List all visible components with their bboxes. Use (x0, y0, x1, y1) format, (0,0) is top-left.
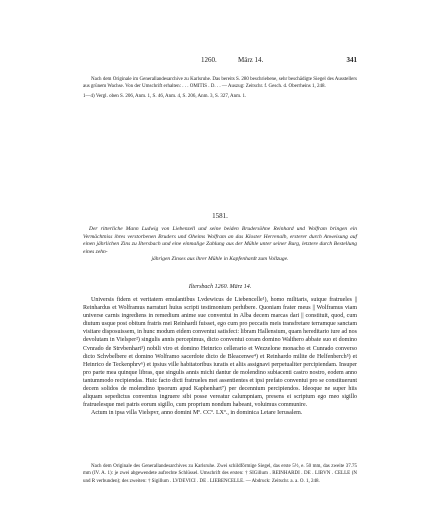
running-header (83, 56, 357, 66)
top-notes (83, 76, 357, 100)
header-year: 1260. (201, 56, 217, 64)
seal-description: Nach dem Originale des Generallandesarchives zu Karlsruhe. Zwei schildförmige Siegel, das erste 5½, e. 50 mm, das zweite 37.75 mm (IV. A. 1): je zwei abgewendete aufrechte Schlüssel. Umschrift des ersten: † SIGillum . REINHARDI . DE . LIBVN . CELLE (N und R verbunden); des zweiten: † Sigillum . LVDEVICI . DE . LIEBENCELLE. — Abdruck: Zeitschr. a. a. O. 1, 248. (83, 464, 357, 484)
archive-note: Nach dem Originale im Generallandesarchive zu Karlsruhe. Das bereits S. 280 beschriebene, sehr beschädigte Siegel des Ausstellers aus grünem Wachse. Von der Umschrift erhalten: . . . OMITIS . D. . . — Auszug: Zeitschr. f. Gesch. d. Oberrheins 1, 248. (83, 77, 357, 90)
charter-text (83, 296, 357, 417)
archive-footnote (83, 463, 357, 485)
document-summary (83, 226, 357, 264)
place-date: Iltersbach 1260. März 14. (188, 284, 252, 290)
footnote-references: 1—4) Vergl. oben S. 206, Anm. 1, S. 46, Anm. 4, S. 206, Anm. 3, S. 327, Anm. 1. (83, 93, 247, 99)
charter-body: Universis fidem et veritatem emulantibus Lvdewicus de Liebencelle¹), homo militaris, suique fratrueles || Reinhardus et Wolframus narraturi huius scripti testimonium perhibere. Quoniam frater meus || Wolframus viam universe carnis ingrediens in remedium anime sue conventui in Alba decem marcas dari || constituit, quod, cum diutum usque post obitum fratris mei Reinhardi fuisset, ego cum pro peccatis meis transfretare terramque sanctam visitare disposuissem, in hunc modum eidem conventui satisfeci: libram Hallensium, quam hereditario iure ad nos devolutam in Vielsper²) singulis annis percepimus, dicto conventui coram domino Walthero abbate suo et domino Cvnrado de Strvbenhart³) nobili viro et domino Heinrico cellerario et Wezzelone monacho et Cunrado converso dicto Schvbelbere et domino Wolframo sacerdote dicto de Bleacenwe⁴) et Reinhardo milite de Helfenberch⁵) et Heinrico de Teckenphrv⁶) et ipsius ville habitatoribus iuratis et aliis assignavi perpetualiter percipiendam. Insuper pro parte mea quinque libras, que singulis annis michi dantur de molendino subiacenti castro nostro, eodem anno tantummodo recipiendas. Huic facto dicti fratrueles mei assentientes et ipsi prefato conventui pro se constituerunt decem solidos de molendino ipsorum apud Kaphenhart⁷) per decennium percipiendos. Ideoque ne super hiis aliquam sepedictus conventus ingruere sibi posse vereatur calumpniam, presens ei scriptum ego meo sigillo fratruelesque mei patris eorum sigillo, cum proprium nondum habeant, voluimus communire. (83, 297, 357, 409)
summary-paragraph: jährigen Zinses aus ihrer Mühle in Kapfenhardt zum Vollzuge. (151, 256, 289, 263)
document-number: 1581. (212, 212, 228, 220)
charter-closing: Actum in ipsa villa Vielspvr, anno domini Mº. CCº. LXº., in dominica Letare Ierusalem. (91, 410, 303, 417)
page-number: 341 (346, 56, 357, 64)
summary-paragraph: Der ritterliche Mann Ludwig von Liebenzell und seine beiden Brudersöhne Reinhard und Wolfram bringen ein Vermächtniss ihres verstorbenen Bruders und Oheims Wolfram an das Kloster Herrenalb, ersterer durch Anweisung auf einen jährlichen Zins zu Iltersbach und eine einmalige Zahlung aus der Mühle unter seiner Burg, letztere durch Bestellung eines zehn- (83, 226, 357, 255)
header-date: März 14. (238, 56, 264, 64)
